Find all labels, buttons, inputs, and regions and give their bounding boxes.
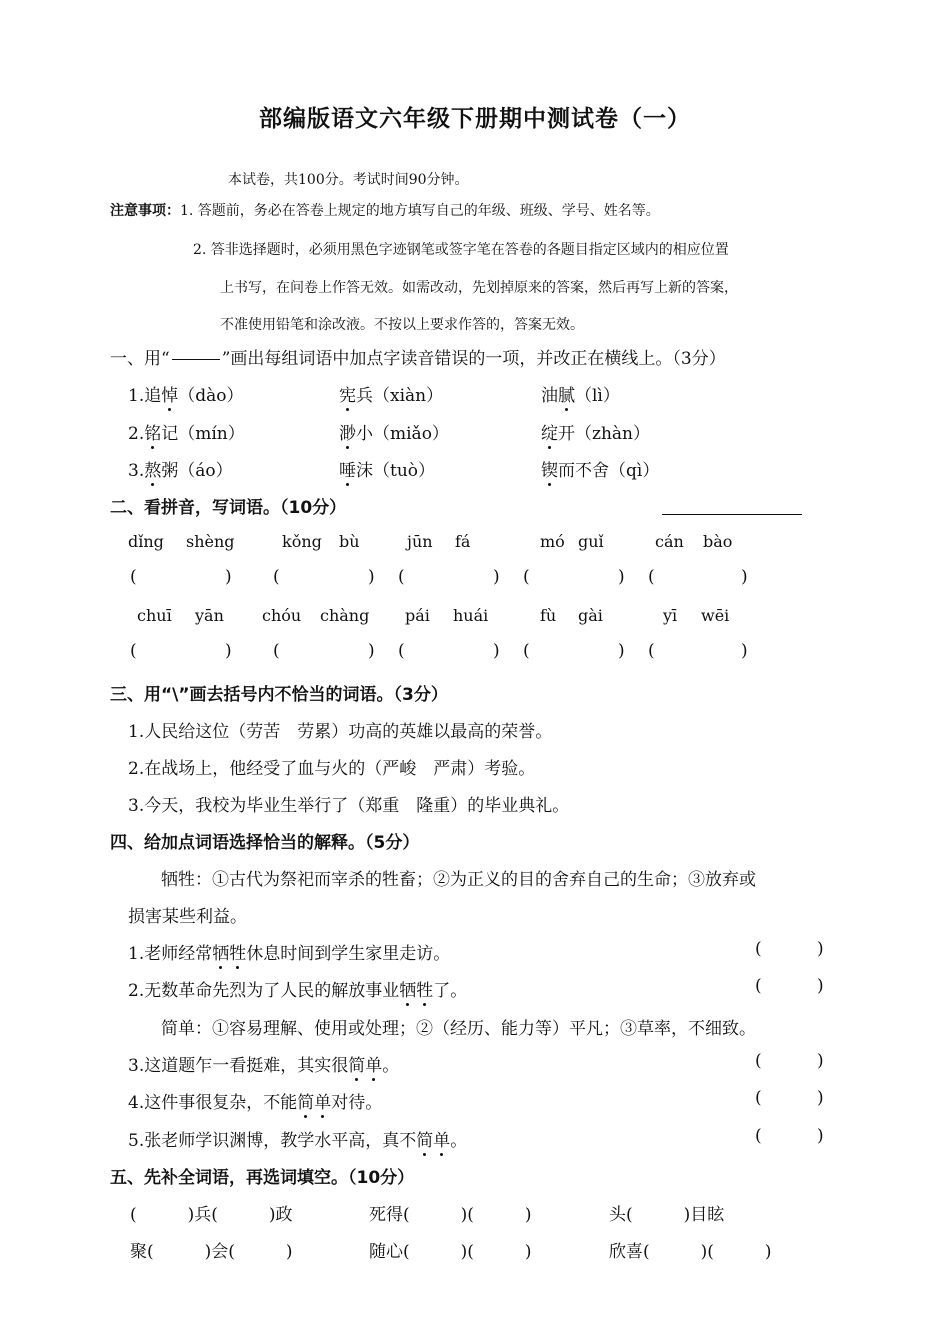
- pronunciation-item: [339, 381, 443, 406]
- dotted-word: [399, 981, 433, 1001]
- notice-item-2-line-3: 不准使用铅笔和涂改液。不按以上要求作答的，答案无效。: [220, 317, 584, 333]
- answer-paren-close: ): [741, 567, 748, 587]
- dotted-word: [297, 1093, 331, 1113]
- pinyin-syllable: bào: [703, 532, 733, 551]
- answer-paren-close: ): [817, 939, 824, 959]
- pinyin-syllable: bù: [339, 532, 360, 551]
- item-text-post: （lì）: [575, 386, 620, 406]
- section-4-heading: 四、给加点词语选择恰当的解释。（5分）: [110, 833, 420, 853]
- meaning-question: [128, 976, 467, 1001]
- dotted-char: 牲: [416, 976, 433, 1001]
- section-5-row-2-col-2: 随心( )( ): [369, 1242, 532, 1262]
- answer-paren-open: (: [130, 567, 137, 587]
- answer-line: [662, 514, 802, 515]
- answer-paren-close: ): [817, 1088, 824, 1108]
- answer-paren-close: ): [817, 1051, 824, 1071]
- pinyin-syllable: shèng: [186, 532, 235, 551]
- question-text-post: 。: [382, 1056, 400, 1076]
- answer-paren-open: (: [755, 1051, 762, 1071]
- dotted-char: 唾: [339, 456, 356, 481]
- section-1-heading: [110, 344, 726, 369]
- section-3-item-3: 3.今天，我校为毕业生举行了（郑重 隆重）的毕业典礼。: [128, 796, 570, 816]
- answer-paren-close: ): [493, 567, 500, 587]
- meaning-question: [128, 1126, 467, 1151]
- dotted-char: 绽: [541, 419, 558, 444]
- meaning-question: [128, 1088, 382, 1113]
- item-text-post: 而不舍（qì）: [558, 461, 660, 481]
- pinyin-syllable: guǐ: [578, 532, 604, 551]
- section-3-item-2: 2.在战场上，他经受了血与火的（严峻 严肃）考验。: [128, 759, 536, 779]
- dotted-word: [212, 944, 246, 964]
- pinyin-syllable: gài: [578, 606, 603, 625]
- pronunciation-item: [128, 419, 245, 444]
- pinyin-syllable: yī: [663, 606, 678, 625]
- answer-paren-close: ): [618, 641, 625, 661]
- definition-jiandan: 简单：①容易理解、使用或处理；②（经历、能力等）平凡；③草率，不细致。: [161, 1019, 756, 1039]
- item-text-post: 兵（xiàn）: [356, 386, 444, 406]
- dotted-char: 渺: [339, 419, 356, 444]
- pinyin-syllable: huái: [453, 606, 489, 625]
- blank-line: [172, 359, 220, 360]
- pinyin-syllable: chàng: [320, 606, 370, 625]
- section-1-heading-end: ”画出每组词语中加点字读音错误的一项，并改正在横线上。（3分）: [221, 349, 726, 369]
- dotted-char: 锲: [541, 456, 558, 481]
- meaning-question: [128, 1051, 399, 1076]
- answer-paren-open: (: [398, 641, 405, 661]
- answer-paren-close: ): [817, 976, 824, 996]
- answer-paren-close: ): [741, 641, 748, 661]
- pronunciation-item: [128, 381, 244, 406]
- section-5-row-2-col-3: 欣喜( )( ): [609, 1242, 772, 1262]
- section-5-row-1-col-1: ( )兵( )政: [130, 1205, 293, 1225]
- section-2-heading: 二、看拼音，写词语。（10分）: [110, 498, 347, 518]
- section-1-heading-start: 一、用“: [110, 349, 170, 369]
- pinyin-syllable: chóu: [262, 606, 302, 625]
- pinyin-syllable: fù: [540, 606, 557, 625]
- definition-xisheng-line-2: 损害某些利益。: [128, 907, 247, 927]
- item-text-post: 小（miǎo）: [356, 424, 449, 444]
- question-text-post: 。: [450, 1131, 468, 1151]
- answer-paren-open: (: [648, 641, 655, 661]
- answer-paren-close: ): [368, 567, 375, 587]
- item-text-post: 粥（áo）: [161, 461, 233, 481]
- notice-item-1: [110, 200, 660, 220]
- dotted-char: 熬: [144, 456, 161, 481]
- pronunciation-item: [339, 456, 435, 481]
- answer-paren-open: (: [755, 939, 762, 959]
- question-text-post: 了。: [433, 981, 468, 1001]
- section-3-heading: 三、用“\”画去括号内不恰当的词语。（3分）: [110, 685, 448, 705]
- pinyin-syllable: kǒng: [282, 532, 322, 551]
- pinyin-syllable: chuī: [137, 606, 172, 625]
- answer-paren-close: ): [225, 567, 232, 587]
- section-5-row-2-col-1: 聚( )会( ): [130, 1242, 293, 1262]
- answer-paren-open: (: [273, 567, 280, 587]
- pinyin-syllable: mó: [540, 532, 565, 551]
- answer-paren-open: (: [755, 976, 762, 996]
- item-text-post: （dào）: [178, 386, 244, 406]
- answer-paren-open: (: [755, 1126, 762, 1146]
- pinyin-syllable: jūn: [407, 532, 433, 551]
- notice-item-2-line-1: 2. 答非选择题时，必须用黑色字迹钢笔或签字笔在答卷的各题目指定区域内的相应位置: [193, 242, 729, 258]
- pronunciation-item: [541, 381, 620, 406]
- answer-paren-open: (: [273, 641, 280, 661]
- dotted-char: 牲: [229, 939, 246, 964]
- dotted-word: [348, 1056, 382, 1076]
- question-text-pre: 3.这道题乍一看挺难，其实很: [128, 1056, 349, 1076]
- answer-paren-close: ): [817, 1126, 824, 1146]
- dotted-word: [416, 1131, 450, 1151]
- section-5-row-1-col-2: 死得( )( ): [369, 1205, 532, 1225]
- exam-intro: 本试卷，共100分。考试时间90分钟。: [228, 172, 469, 188]
- section-3-item-1: 1.人民给这位（劳苦 劳累）功高的英雄以最高的荣誉。: [128, 722, 553, 742]
- pinyin-syllable: yān: [195, 606, 224, 625]
- pinyin-syllable: fá: [455, 532, 471, 551]
- pronunciation-item: [541, 456, 659, 481]
- dotted-char: 铭: [144, 419, 161, 444]
- pronunciation-item: [541, 419, 650, 444]
- answer-paren-close: ): [368, 641, 375, 661]
- item-text-post: 记（mín）: [161, 424, 245, 444]
- dotted-char: 牺: [399, 976, 416, 1001]
- pinyin-syllable: wēi: [701, 606, 730, 625]
- answer-paren-close: ): [225, 641, 232, 661]
- answer-paren-open: (: [523, 567, 530, 587]
- question-text-pre: 1.老师经常: [128, 944, 213, 964]
- definition-xisheng-line-1: 牺牲：①古代为祭祀而宰杀的牲畜；②为正义的目的舍弃自己的生命；③放弃或: [161, 870, 756, 890]
- pronunciation-item: [128, 456, 233, 481]
- answer-paren-close: ): [618, 567, 625, 587]
- answer-paren-open: (: [523, 641, 530, 661]
- answer-paren-open: (: [755, 1088, 762, 1108]
- dotted-char: 简: [416, 1126, 433, 1151]
- answer-paren-open: (: [648, 567, 655, 587]
- pinyin-syllable: cán: [655, 532, 684, 551]
- dotted-char: 宪: [339, 381, 356, 406]
- meaning-question: [128, 939, 450, 964]
- pinyin-syllable: pái: [405, 606, 430, 625]
- question-text-post: 对待。: [331, 1093, 383, 1113]
- dotted-char: 简: [297, 1088, 314, 1113]
- section-5-heading: 五、先补全词语，再选词填空。（10分）: [110, 1168, 415, 1188]
- dotted-char: 单: [314, 1088, 331, 1113]
- dotted-char: 悼: [161, 381, 178, 406]
- page-title: 部编版语文六年级下册期中测试卷（一）: [259, 106, 691, 132]
- dotted-char: 简: [348, 1051, 365, 1076]
- answer-paren-open: (: [398, 567, 405, 587]
- item-text-pre: 2.: [128, 424, 145, 444]
- item-text-post: 开（zhàn）: [558, 424, 650, 444]
- item-text-pre: 3.: [128, 461, 145, 481]
- dotted-char: 腻: [558, 381, 575, 406]
- item-text-post: 沫（tuò）: [356, 461, 436, 481]
- question-text-post: 休息时间到学生家里走访。: [246, 944, 451, 964]
- notice-item-2-line-2: 上书写，在问卷上作答无效。如需改动，先划掉原来的答案，然后再写上新的答案，: [220, 280, 738, 296]
- dotted-char: 牺: [212, 939, 229, 964]
- notice-label: 注意事项：: [110, 203, 180, 219]
- item-text-pre: 油: [541, 386, 558, 406]
- section-5-row-1-col-3: 头( )目眩: [609, 1205, 725, 1225]
- item-text-pre: 1.追: [128, 386, 162, 406]
- answer-paren-open: (: [130, 641, 137, 661]
- dotted-char: 单: [365, 1051, 382, 1076]
- answer-paren-close: ): [493, 641, 500, 661]
- pronunciation-item: [339, 419, 449, 444]
- pinyin-syllable: dǐng: [128, 532, 164, 551]
- dotted-char: 单: [433, 1126, 450, 1151]
- question-text-pre: 2.无数革命先烈为了人民的解放事业: [128, 981, 400, 1001]
- question-text-pre: 5.张老师学识渊博，教学水平高，真不: [128, 1131, 417, 1151]
- question-text-pre: 4.这件事很复杂，不能: [128, 1093, 298, 1113]
- notice-item-1-text: 1. 答题前，务必在答卷上规定的地方填写自己的年级、班级、学号、姓名等。: [180, 203, 660, 219]
